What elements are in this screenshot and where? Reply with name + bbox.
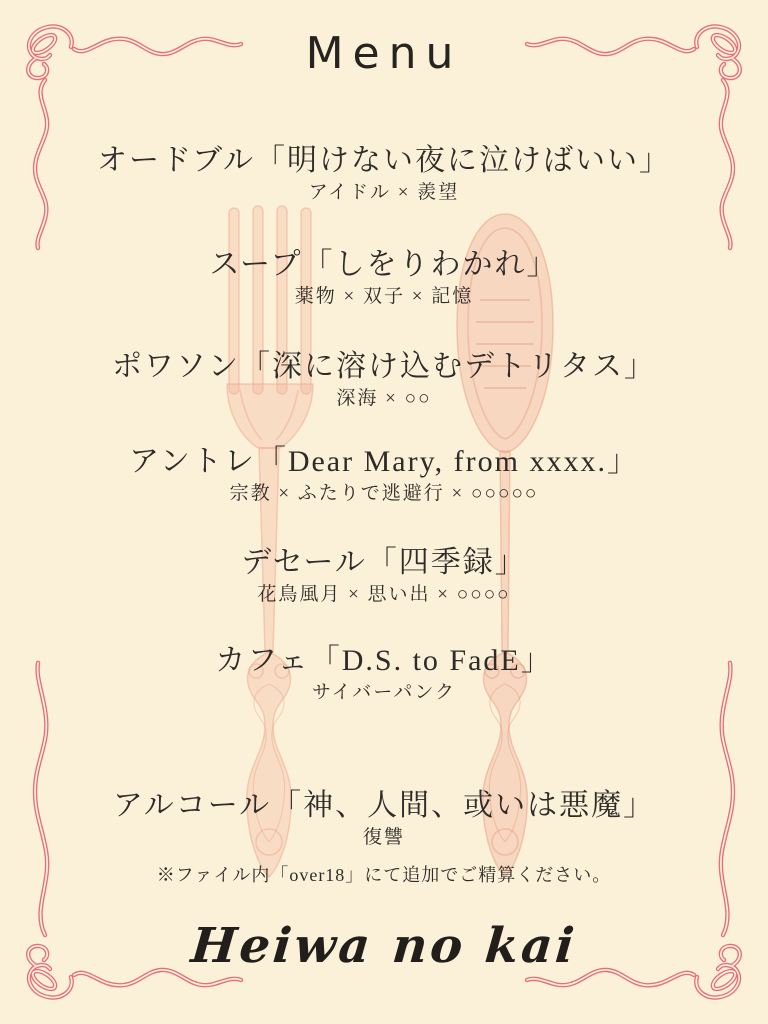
menu-item-tags: 復讐 [362,827,405,848]
menu-item-tags: 花鳥風月 × 思い出 × ○○○○ [257,584,511,605]
page-title: Menu [305,28,463,79]
menu-item [0,443,768,507]
menu-item [0,348,768,412]
menu-item-course: デセール「四季録」 [241,546,527,579]
menu-item-course: スープ「しをりわかれ」 [209,248,559,281]
menu-item-tags: 薬物 × 双子 × 記憶 [294,286,474,307]
menu-item [0,142,768,206]
menu-item-tags: サイバーパンク [312,682,456,703]
menu-item-tags: アイドル × 羨望 [308,182,460,203]
footer-signature: Heiwa no kai [188,918,580,974]
menu-item-course: カフェ「D.S. to FadE」 [215,644,553,677]
menu-item [0,246,768,310]
menu-item-tags: 宗教 × ふたりで逃避行 × ○○○○○ [229,483,539,504]
menu-item-course: アントレ「Dear Mary, from xxxx.」 [129,445,639,478]
menu-item-course: ポワソン「深に溶け込むデトリタス」 [112,350,656,383]
menu-item-course: アルコール「神、人間、或いは悪魔」 [112,789,656,822]
menu-item [0,544,768,608]
menu-item [0,642,768,706]
menu-item-tags: 深海 × ○○ [336,388,432,409]
menu-item [0,787,768,851]
menu-item-course: オードブル「明けない夜に泣けばいい」 [97,144,671,177]
over18-note: ※ファイル内「over18」にて追加でご精算ください。 [156,865,612,885]
